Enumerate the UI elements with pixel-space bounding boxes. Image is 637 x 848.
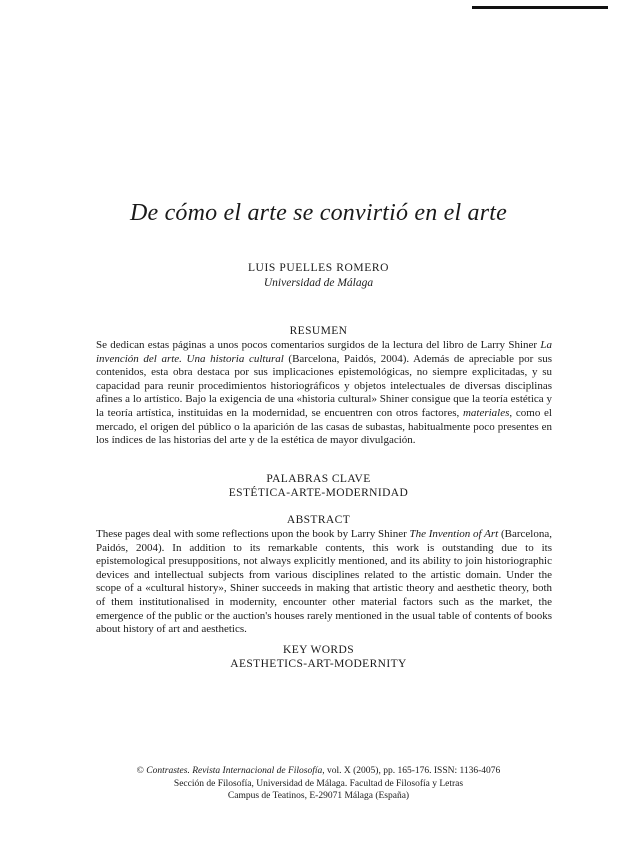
resumen-text-1: Se dedican estas páginas a unos pocos comentarios surgidos de la lectura del libro de Larry Shiner: [96, 339, 541, 351]
footer-institution: Sección de Filosofía, Universidad de Málaga. Facultad de Filosofía y Letras: [173, 778, 464, 789]
palabras-clave-terms: ESTÉTICA-ARTE-MODERNIDAD: [228, 487, 409, 499]
footer-volume-info: , vol. X (2005), pp. 165-176. ISSN: 1136-4076: [322, 766, 501, 776]
abstract-text-1: These pages deal with some reflections upon the book by Larry Shiner: [96, 528, 410, 540]
footer-address: Campus de Teatinos, E-29071 Málaga (España): [227, 791, 410, 801]
abstract-book-title: The Invention of Art: [409, 528, 499, 540]
abstract-text-2: (Barcelona, Paidós, 2004). In addition to its remarkable contents, this work is outstanding due to its epistemological presuppositions, not always explicitly mentioned, and its ability to join historiographic devices and intellectual subjects from various disciplines related to the artistic domain. Under the scope of a «cultural history», Shiner succeeds in making that artistic theory and aesthetic theory, both of them institutionalised in modernity, encounter other material factors such as the market, the emergence of the public or the auction's houses rarely mentioned in the usual table of contents of books about history of art and aesthetics.: [96, 528, 552, 636]
author-name: LUIS PUELLES ROMERO: [247, 262, 390, 274]
resumen-paragraph: [96, 339, 552, 448]
top-rule: [472, 6, 608, 9]
palabras-clave-heading: PALABRAS CLAVE: [266, 473, 371, 485]
article-title: De cómo el arte se convirtió en el arte: [129, 200, 508, 226]
author-affiliation: Universidad de Málaga: [263, 277, 374, 289]
resumen-book-title: La invención del arte. Una historia cultural: [96, 339, 552, 365]
journal-footer: [0, 765, 637, 803]
key-words-heading: KEY WORDS: [282, 644, 354, 656]
footer-copyright: ©: [136, 766, 147, 776]
resumen-text-3: , como el mercado, el origen del público o la aparición de las casas de subastas, habitualmente poco presentes en los índices de las historias del arte y de la estética de mayor divulgación.: [96, 406, 552, 447]
resumen-heading: RESUMEN: [289, 325, 348, 337]
abstract-paragraph: [96, 528, 552, 637]
abstract-heading: ABSTRACT: [286, 514, 351, 526]
resumen-text-2: (Barcelona, Paidós, 2004). Además de apreciable por sus contenidos, esta obra destaca por sus implicaciones epistemológicas, no siempre explicitadas, y su capacidad para reunir procedimientos historiográficos y objetos intelectuales de diversas disciplinas afines a lo artístico. Bajo la exigencia de una «historia cultural» Shiner consigue que la teoría estética y la teoría artística, instituidas en la modernidad, se encuentren con otros factores,: [96, 352, 552, 419]
key-words-terms: AESTHETICS-ART-MODERNITY: [230, 658, 407, 670]
footer-journal-name: Contrastes. Revista Internacional de Filosofía: [146, 766, 323, 776]
resumen-emphasis: materiales: [462, 406, 510, 419]
footer-citation: [0, 765, 637, 778]
